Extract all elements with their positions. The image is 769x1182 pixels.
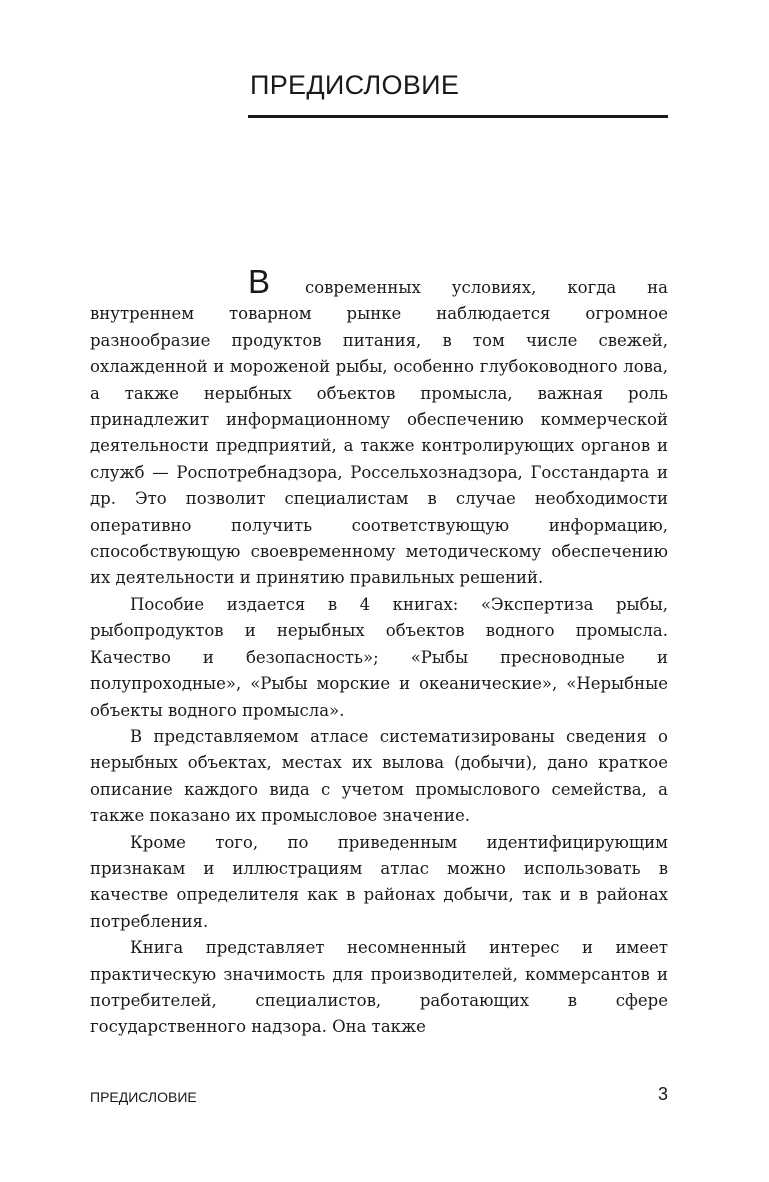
drop-cap: В (248, 263, 271, 300)
paragraph-1-text: современных условиях, когда на внутреннем товарном рынке наблюдается огромное разнообразие продуктов питания, в том числе свежей, охлажденной и мороженой рыбы, особенно глубоководного лова, а также нерыбных объектов промысла, важная роль принадлежит информационному обеспечению коммерческой деятельности предприятий, а также контролирующих органов и служб — Роспотребнадзора, Россельхознадзора, Госстандарта и др. Это позволит специалистам в случае необходимости оперативно получить соответствующую информацию, способствующую своевременному методическому обеспечению их деятельности и принятию правильных решений. (90, 278, 668, 588)
title-rule (248, 115, 668, 118)
paragraph-2: Пособие издается в 4 книгах: «Экспертиза рыбы, рыбопродуктов и нерыбных объектов водного промысла. Качество и безопасность»; «Рыбы пресноводные и полупроходные», «Рыбы морские и океанические», «Нерыбные объекты водного промысла». (90, 594, 668, 720)
page-number: 3 (657, 1084, 668, 1104)
footer-running-title: ПРЕДИСЛОВИЕ (90, 1089, 197, 1105)
paragraph-3: В представляемом атласе систематизированы сведения о нерыбных объектах, местах их вылова (добычи), дано краткое описание каждого вида с учетом промыслового семейства, а также показано их промысловое значение. (90, 726, 668, 826)
paragraph-5: Книга представляет несомненный интерес и имеет практическую значимость для производителей, коммерсантов и потребителей, специалистов, работающих в сфере государственного надзора. Она также (90, 938, 668, 1037)
paragraph-4: Кроме того, по приведенным идентифицирующим признакам и иллюстрациям атлас можно использовать в качестве определителя как в районах добычи, так и в районах потребления. (90, 832, 668, 931)
paragraph-1 (90, 263, 668, 592)
chapter-title: ПРЕДИСЛОВИЕ (250, 70, 460, 100)
body-text (90, 263, 668, 1041)
